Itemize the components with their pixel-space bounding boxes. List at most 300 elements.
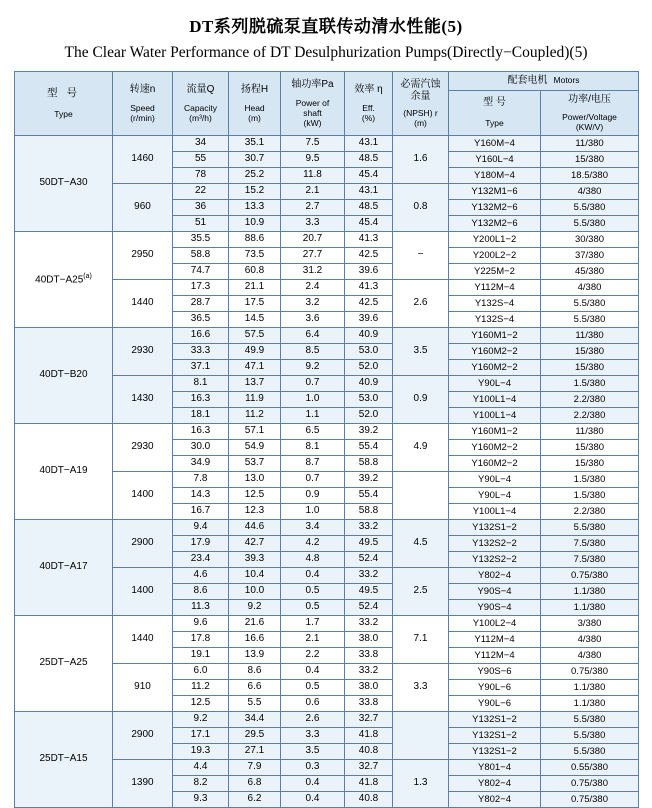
head-cell: 57.1 [229,423,281,439]
motor-type-cell: Y132S1−2 [449,711,541,727]
eff-cell: 39.2 [345,471,393,487]
motor-type-cell: Y90S−4 [449,599,541,615]
col-header-npsh: 必需汽蚀 余量 (NPSH) r (m) [393,72,449,136]
speed-cell: 1430 [113,375,173,423]
flow-cell: 74.7 [173,263,229,279]
motor-power-cell: 7.5/380 [541,535,639,551]
power-cell: 0.5 [281,599,345,615]
motor-type-cell: Y90L−4 [449,487,541,503]
motor-power-cell: 3/380 [541,615,639,631]
speed-cell: 2950 [113,231,173,279]
motor-type-cell: Y90L−4 [449,375,541,391]
eff-cell: 55.4 [345,439,393,455]
eff-cell: 33.2 [345,615,393,631]
motor-type-cell: Y200L1−2 [449,231,541,247]
eff-cell: 41.8 [345,727,393,743]
flow-cell: 11.2 [173,679,229,695]
motor-type-cell: Y132S2−2 [449,535,541,551]
eff-cell: 43.1 [345,135,393,151]
head-cell: 11.9 [229,391,281,407]
power-cell: 7.5 [281,135,345,151]
motor-power-cell: 0.75/380 [541,663,639,679]
col-header-speed: 转速n Speed (r/min) [113,72,173,136]
flow-cell: 16.6 [173,327,229,343]
head-cell: 47.1 [229,359,281,375]
flow-cell: 4.6 [173,567,229,583]
speed-cell: 2930 [113,423,173,471]
power-cell: 0.7 [281,375,345,391]
head-cell: 6.8 [229,775,281,791]
power-cell: 4.2 [281,535,345,551]
speed-cell: 1400 [113,567,173,615]
col-header-motor-power: 功率/电压 Power/Voltage (KW/V) [541,90,639,135]
motor-power-cell: 15/380 [541,359,639,375]
motor-type-cell: Y132S−4 [449,295,541,311]
head-cell: 13.9 [229,647,281,663]
power-cell: 0.6 [281,695,345,711]
motor-power-cell: 37/380 [541,247,639,263]
head-cell: 53.7 [229,455,281,471]
speed-cell: 1460 [113,135,173,183]
motor-type-cell: Y160M2−2 [449,343,541,359]
motor-type-cell: Y160M1−2 [449,423,541,439]
motor-type-cell: Y132S1−2 [449,743,541,759]
col-header-head: 扬程H Head (m) [229,72,281,136]
power-cell: 2.2 [281,647,345,663]
head-cell: 7.9 [229,759,281,775]
eff-cell: 33.8 [345,695,393,711]
head-cell: 42.7 [229,535,281,551]
head-cell: 34.4 [229,711,281,727]
eff-cell: 48.5 [345,151,393,167]
table-row [15,519,639,535]
col-header-model: 型 号 Type [15,72,113,136]
power-cell: 3.2 [281,295,345,311]
pump-model-cell: 40DT−A17 [15,519,113,615]
power-cell: 1.1 [281,407,345,423]
flow-cell: 22 [173,183,229,199]
page-title-en: The Clear Water Performance of DT Desulphurization Pumps(Directly−Coupled)(5) [64,44,588,61]
motor-power-cell: 4/380 [541,631,639,647]
motor-power-cell: 4/380 [541,183,639,199]
motor-power-cell: 15/380 [541,439,639,455]
flow-cell: 19.3 [173,743,229,759]
flow-cell: 9.3 [173,791,229,807]
flow-cell: 17.1 [173,727,229,743]
model-superscript: (a) [83,272,92,280]
performance-table [14,71,639,808]
motor-type-cell: Y132M2−6 [449,199,541,215]
power-cell: 2.1 [281,183,345,199]
power-cell: 8.1 [281,439,345,455]
power-cell: 3.3 [281,215,345,231]
head-cell: 30.7 [229,151,281,167]
flow-cell: 19.1 [173,647,229,663]
power-cell: 0.3 [281,759,345,775]
motor-type-cell: Y132M2−6 [449,215,541,231]
eff-cell: 40.9 [345,327,393,343]
power-cell: 3.3 [281,727,345,743]
eff-cell: 52.0 [345,407,393,423]
power-cell: 6.4 [281,327,345,343]
motor-type-cell: Y225M−2 [449,263,541,279]
motor-power-cell: 11/380 [541,327,639,343]
eff-cell: 53.0 [345,343,393,359]
head-cell: 73.5 [229,247,281,263]
power-cell: 0.7 [281,471,345,487]
motor-power-cell: 5.5/380 [541,199,639,215]
eff-cell: 41.8 [345,775,393,791]
table-row [15,327,639,343]
motor-type-cell: Y802−4 [449,791,541,807]
motor-power-cell: 1.5/380 [541,487,639,503]
eff-cell: 45.4 [345,167,393,183]
motor-type-cell: Y132S2−2 [449,551,541,567]
flow-cell: 4.4 [173,759,229,775]
power-cell: 0.4 [281,663,345,679]
head-cell: 12.3 [229,503,281,519]
head-cell: 12.5 [229,487,281,503]
table-header-row [15,72,639,91]
flow-cell: 55 [173,151,229,167]
motor-power-cell: 5.5/380 [541,711,639,727]
motor-power-cell: 1.1/380 [541,695,639,711]
col-header-motors: 配套电机 Motors [449,72,639,91]
eff-cell: 38.0 [345,679,393,695]
table-body [15,135,639,807]
npsh-cell: 4.5 [393,519,449,567]
motor-power-cell: 30/380 [541,231,639,247]
eff-cell: 48.5 [345,199,393,215]
power-cell: 9.5 [281,151,345,167]
flow-cell: 34.9 [173,455,229,471]
speed-cell: 960 [113,183,173,231]
eff-cell: 38.0 [345,631,393,647]
motor-power-cell: 5.5/380 [541,727,639,743]
col-header-shaft-power: 轴功率Pa Power of shaft (kW) [281,72,345,136]
eff-cell: 58.8 [345,503,393,519]
npsh-cell [393,471,449,519]
motor-type-cell: Y160M2−2 [449,455,541,471]
npsh-cell: − [393,231,449,279]
motor-type-cell: Y112M−4 [449,647,541,663]
flow-cell: 33.3 [173,343,229,359]
flow-cell: 35.5 [173,231,229,247]
power-cell: 3.5 [281,743,345,759]
eff-cell: 45.4 [345,215,393,231]
npsh-cell: 4.9 [393,423,449,471]
flow-cell: 17.9 [173,535,229,551]
speed-cell: 2930 [113,327,173,375]
head-cell: 29.5 [229,727,281,743]
motor-type-cell: Y90S−6 [449,663,541,679]
eff-cell: 42.5 [345,295,393,311]
motor-power-cell: 2.2/380 [541,391,639,407]
motor-type-cell: Y100L2−4 [449,615,541,631]
pump-model-cell: $40DT-A25^{(a)}$ [15,231,113,327]
npsh-cell: 1.6 [393,135,449,183]
flow-cell: 18.1 [173,407,229,423]
power-cell: 0.4 [281,791,345,807]
motor-power-cell: 4/380 [541,279,639,295]
motor-power-cell: 18.5/380 [541,167,639,183]
power-cell: 2.6 [281,711,345,727]
motor-power-cell: 7.5/380 [541,551,639,567]
head-cell: 16.6 [229,631,281,647]
motor-type-cell: Y90S−4 [449,583,541,599]
motor-type-cell: Y160M1−2 [449,327,541,343]
flow-cell: 78 [173,167,229,183]
head-cell: 25.2 [229,167,281,183]
power-cell: 4.8 [281,551,345,567]
flow-cell: 8.2 [173,775,229,791]
flow-cell: 36.5 [173,311,229,327]
motor-power-cell: 15/380 [541,151,639,167]
pump-model-cell: 40DT−B20 [15,327,113,423]
flow-cell: 7.8 [173,471,229,487]
flow-cell: 11.3 [173,599,229,615]
flow-cell: 16.3 [173,391,229,407]
flow-cell: 28.7 [173,295,229,311]
motor-type-cell: Y802−4 [449,567,541,583]
pump-model-cell: 40DT−A19 [15,423,113,519]
npsh-cell: 0.9 [393,375,449,423]
flow-cell: 51 [173,215,229,231]
power-cell: 2.4 [281,279,345,295]
motor-power-cell: 0.75/380 [541,567,639,583]
power-cell: 1.7 [281,615,345,631]
power-cell: 3.6 [281,311,345,327]
head-cell: 13.3 [229,199,281,215]
motor-type-cell: Y132S−4 [449,311,541,327]
power-cell: 20.7 [281,231,345,247]
head-cell: 88.6 [229,231,281,247]
head-cell: 21.1 [229,279,281,295]
npsh-cell: 0.8 [393,183,449,231]
head-cell: 15.2 [229,183,281,199]
speed-cell: 1390 [113,759,173,807]
col-header-motor-type: 型 号 Type [449,90,541,135]
motor-power-cell: 5.5/380 [541,215,639,231]
head-cell: 44.6 [229,519,281,535]
motor-power-cell: 5.5/380 [541,311,639,327]
motor-power-cell: 4/380 [541,647,639,663]
speed-cell: 2900 [113,519,173,567]
flow-cell: 8.1 [173,375,229,391]
eff-cell: 49.5 [345,583,393,599]
head-cell: 35.1 [229,135,281,151]
speed-cell: 1400 [113,471,173,519]
eff-cell: 55.4 [345,487,393,503]
flow-cell: 17.3 [173,279,229,295]
power-cell: 0.4 [281,775,345,791]
motor-power-cell: 1.1/380 [541,583,639,599]
flow-cell: 17.8 [173,631,229,647]
motor-type-cell: Y132S1−2 [449,519,541,535]
col-header-flow: 流量Q Capacity (m³/h) [173,72,229,136]
motor-type-cell: Y100L1−4 [449,503,541,519]
eff-cell: 32.7 [345,711,393,727]
eff-cell: 42.5 [345,247,393,263]
head-cell: 10.9 [229,215,281,231]
eff-cell: 41.3 [345,231,393,247]
speed-cell: 910 [113,663,173,711]
motor-type-cell: Y132M1−6 [449,183,541,199]
head-cell: 13.7 [229,375,281,391]
head-cell: 27.1 [229,743,281,759]
motor-type-cell: Y180M−4 [449,167,541,183]
motor-type-cell: Y100L1−4 [449,391,541,407]
motor-power-cell: 0.75/380 [541,775,639,791]
power-cell: 27.7 [281,247,345,263]
flow-cell: 16.3 [173,423,229,439]
motor-power-cell: 1.5/380 [541,471,639,487]
npsh-cell: 7.1 [393,615,449,663]
eff-cell: 33.2 [345,519,393,535]
flow-cell: 6.0 [173,663,229,679]
power-cell: 0.5 [281,679,345,695]
eff-cell: 52.4 [345,599,393,615]
head-cell: 11.2 [229,407,281,423]
power-cell: 8.5 [281,343,345,359]
flow-cell: 58.8 [173,247,229,263]
power-cell: 1.0 [281,503,345,519]
table-row [15,423,639,439]
flow-cell: 8.6 [173,583,229,599]
power-cell: 2.7 [281,199,345,215]
head-cell: 54.9 [229,439,281,455]
power-cell: 0.5 [281,583,345,599]
pump-model-cell: 50DT−A30 [15,135,113,231]
head-cell: 13.0 [229,471,281,487]
power-cell: 31.2 [281,263,345,279]
eff-cell: 52.0 [345,359,393,375]
head-cell: 57.5 [229,327,281,343]
motor-type-cell: Y90L−4 [449,471,541,487]
power-cell: 9.2 [281,359,345,375]
motor-type-cell: Y100L1−4 [449,407,541,423]
col-header-efficiency: 效率 η Eff. (%) [345,72,393,136]
power-cell: 3.4 [281,519,345,535]
flow-cell: 9.4 [173,519,229,535]
head-cell: 21.6 [229,615,281,631]
eff-cell: 53.0 [345,391,393,407]
motor-power-cell: 15/380 [541,455,639,471]
power-cell: 11.8 [281,167,345,183]
power-cell: 1.0 [281,391,345,407]
motor-power-cell: 0.55/380 [541,759,639,775]
power-cell: 2.1 [281,631,345,647]
flow-cell: 34 [173,135,229,151]
speed-cell: 2900 [113,711,173,759]
pump-model-cell: 25DT−A15 [15,711,113,807]
eff-cell: 39.2 [345,423,393,439]
npsh-cell: 3.3 [393,663,449,711]
eff-cell: 40.8 [345,743,393,759]
motor-type-cell: Y160M2−2 [449,439,541,455]
motor-power-cell: 1.5/380 [541,375,639,391]
head-cell: 49.9 [229,343,281,359]
flow-cell: 9.2 [173,711,229,727]
npsh-cell [393,711,449,759]
head-cell: 60.8 [229,263,281,279]
pump-model-cell: 25DT−A25 [15,615,113,711]
flow-cell: 36 [173,199,229,215]
eff-cell: 49.5 [345,535,393,551]
npsh-cell: 2.6 [393,279,449,327]
motor-power-cell: 5.5/380 [541,295,639,311]
eff-cell: 58.8 [345,455,393,471]
head-cell: 9.2 [229,599,281,615]
table-row [15,231,639,247]
motor-type-cell: Y132S1−2 [449,727,541,743]
flow-cell: 16.7 [173,503,229,519]
motor-type-cell: Y112M−4 [449,631,541,647]
motor-power-cell: 5.5/380 [541,743,639,759]
motor-type-cell: Y160L−4 [449,151,541,167]
flow-cell: 9.6 [173,615,229,631]
flow-cell: 30.0 [173,439,229,455]
motor-type-cell: Y160M2−2 [449,359,541,375]
motor-power-cell: 15/380 [541,343,639,359]
motor-power-cell: 5.5/380 [541,519,639,535]
motor-power-cell: 0.75/380 [541,791,639,807]
table-row [15,615,639,631]
power-cell: 8.7 [281,455,345,471]
head-cell: 39.3 [229,551,281,567]
flow-cell: 23.4 [173,551,229,567]
power-cell: 6.5 [281,423,345,439]
motor-power-cell: 2.2/380 [541,407,639,423]
eff-cell: 40.8 [345,791,393,807]
table-row [15,135,639,151]
eff-cell: 39.6 [345,311,393,327]
motor-power-cell: 11/380 [541,423,639,439]
head-cell: 5.5 [229,695,281,711]
power-cell: 0.9 [281,487,345,503]
motor-power-cell: 1.1/380 [541,599,639,615]
page-title-cn: DT系列脱硫泵直联传动清水性能(5) [189,17,463,36]
head-cell: 8.6 [229,663,281,679]
motor-power-cell: 45/380 [541,263,639,279]
eff-cell: 33.2 [345,567,393,583]
motor-power-cell: 2.2/380 [541,503,639,519]
eff-cell: 52.4 [345,551,393,567]
motor-type-cell: Y200L2−2 [449,247,541,263]
npsh-cell: 1.3 [393,759,449,807]
motor-type-cell: Y801−4 [449,759,541,775]
motor-type-cell: Y90L−6 [449,695,541,711]
npsh-cell: 3.5 [393,327,449,375]
head-cell: 10.4 [229,567,281,583]
speed-cell: 1440 [113,279,173,327]
eff-cell: 33.8 [345,647,393,663]
flow-cell: 14.3 [173,487,229,503]
power-cell: 0.4 [281,567,345,583]
flow-cell: 37.1 [173,359,229,375]
head-cell: 6.2 [229,791,281,807]
head-cell: 6.6 [229,679,281,695]
eff-cell: 39.6 [345,263,393,279]
flow-cell: 12.5 [173,695,229,711]
eff-cell: 40.9 [345,375,393,391]
eff-cell: 32.7 [345,759,393,775]
motor-type-cell: Y802−4 [449,775,541,791]
head-cell: 17.5 [229,295,281,311]
eff-cell: 41.3 [345,279,393,295]
npsh-cell: 2.5 [393,567,449,615]
motor-power-cell: 11/380 [541,135,639,151]
